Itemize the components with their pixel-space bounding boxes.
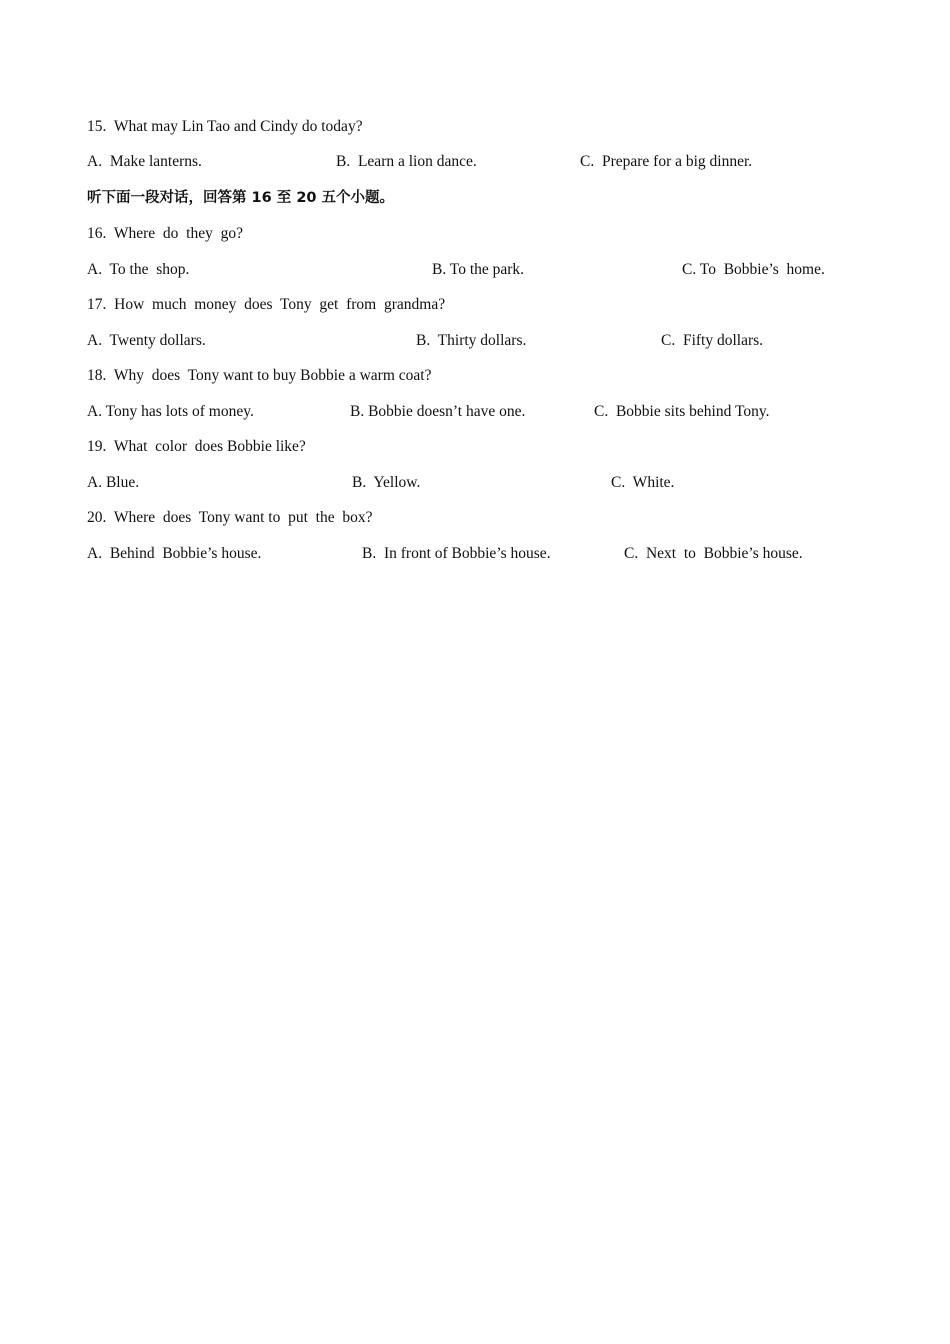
question-20: 20. Where does Tony want to put the box? [87, 509, 373, 526]
question-15-option-b: B. Learn a lion dance. [336, 153, 477, 170]
question-17-option-b: B. Thirty dollars. [416, 332, 527, 349]
question-16-option-b: B. To the park. [432, 261, 525, 278]
question-19: 19. What color does Bobbie like? [87, 438, 306, 455]
question-18: 18. Why does Tony want to buy Bobbie a warm coat? [87, 367, 432, 384]
question-19-option-a: A. Blue. [87, 474, 140, 491]
question-16-option-a: A. To the shop. [87, 261, 190, 278]
question-20-option-c: C. Next to Bobbie’s house. [624, 545, 803, 562]
question-16: 16. Where do they go? [87, 225, 243, 242]
question-17: 17. How much money does Tony get from grandma? [87, 296, 446, 313]
question-20-option-a: A. Behind Bobbie’s house. [87, 545, 262, 562]
question-15-option-c: C. Prepare for a big dinner. [580, 153, 753, 170]
question-17-option-c: C. Fifty dollars. [661, 332, 764, 349]
question-18-option-a: A. Tony has lots of money. [87, 403, 254, 420]
question-15: 15. What may Lin Tao and Cindy do today? [87, 118, 363, 135]
question-15-option-a: A. Make lanterns. [87, 153, 202, 170]
question-18-option-b: B. Bobbie doesn’t have one. [350, 403, 526, 420]
question-20-option-b: B. In front of Bobbie’s house. [362, 545, 551, 562]
question-17-option-a: A. Twenty dollars. [87, 332, 206, 349]
section-instruction: 听下面一段对话，回答第 16 至 20 五个小题。 [87, 190, 395, 206]
question-19-option-b: B. Yellow. [352, 474, 421, 491]
question-16-option-c: C. To Bobbie’s home. [682, 261, 825, 278]
question-19-option-c: C. White. [611, 474, 675, 491]
question-18-option-c: C. Bobbie sits behind Tony. [594, 403, 770, 420]
